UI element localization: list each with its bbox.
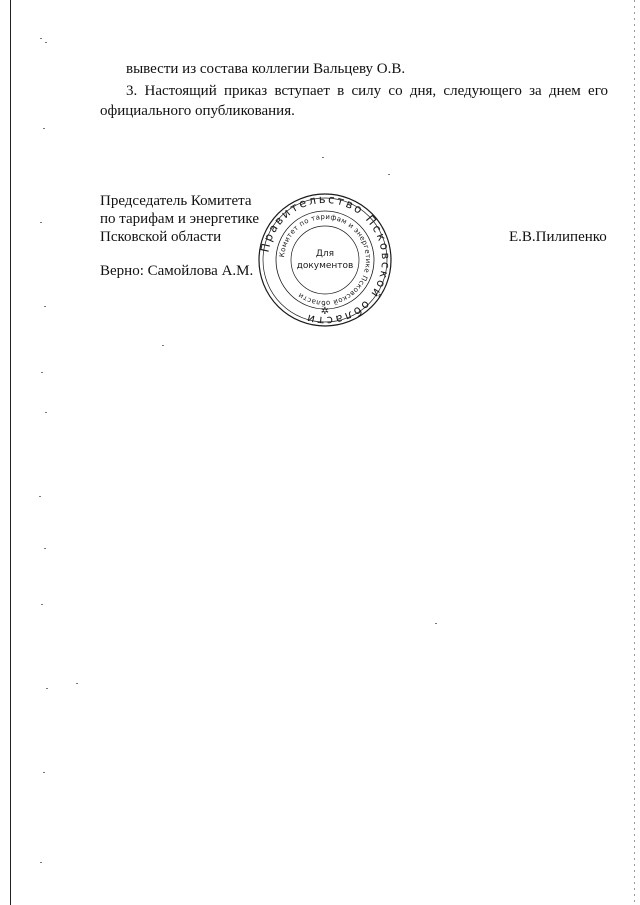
body-line-1: вывести из состава коллегии Вальцеву О.В. <box>126 61 406 77</box>
signature-title-line-2: по тарифам и энергетике <box>100 211 259 227</box>
official-seal <box>257 192 393 328</box>
signature-title-line-3: Псковской области <box>100 229 222 245</box>
seal-outer-text: Правительство Псковской области <box>257 192 393 328</box>
signatory-name: Е.В.Пилипенко <box>509 229 607 245</box>
signature-title-line-1: Председатель Комитета <box>100 193 252 209</box>
seal-inner-ring <box>291 226 359 294</box>
paragraph-3-line-1: 3. Настоящий приказ вступает в силу со дня, следующего за днем его <box>126 83 608 99</box>
seal-center-line-1: Для <box>315 249 335 259</box>
seal-star-icon: ✲ <box>320 306 330 317</box>
seal-inner-text: Комитет по тарифам и энергетике Псковской области <box>278 212 373 308</box>
seal-center-line-2: документов <box>296 261 354 271</box>
paragraph-3-line-2: официального опубликования. <box>100 103 295 119</box>
scan-right-edge <box>634 0 635 905</box>
scan-left-edge <box>10 0 11 905</box>
signature-verified: Верно: Самойлова А.М. <box>100 263 254 279</box>
